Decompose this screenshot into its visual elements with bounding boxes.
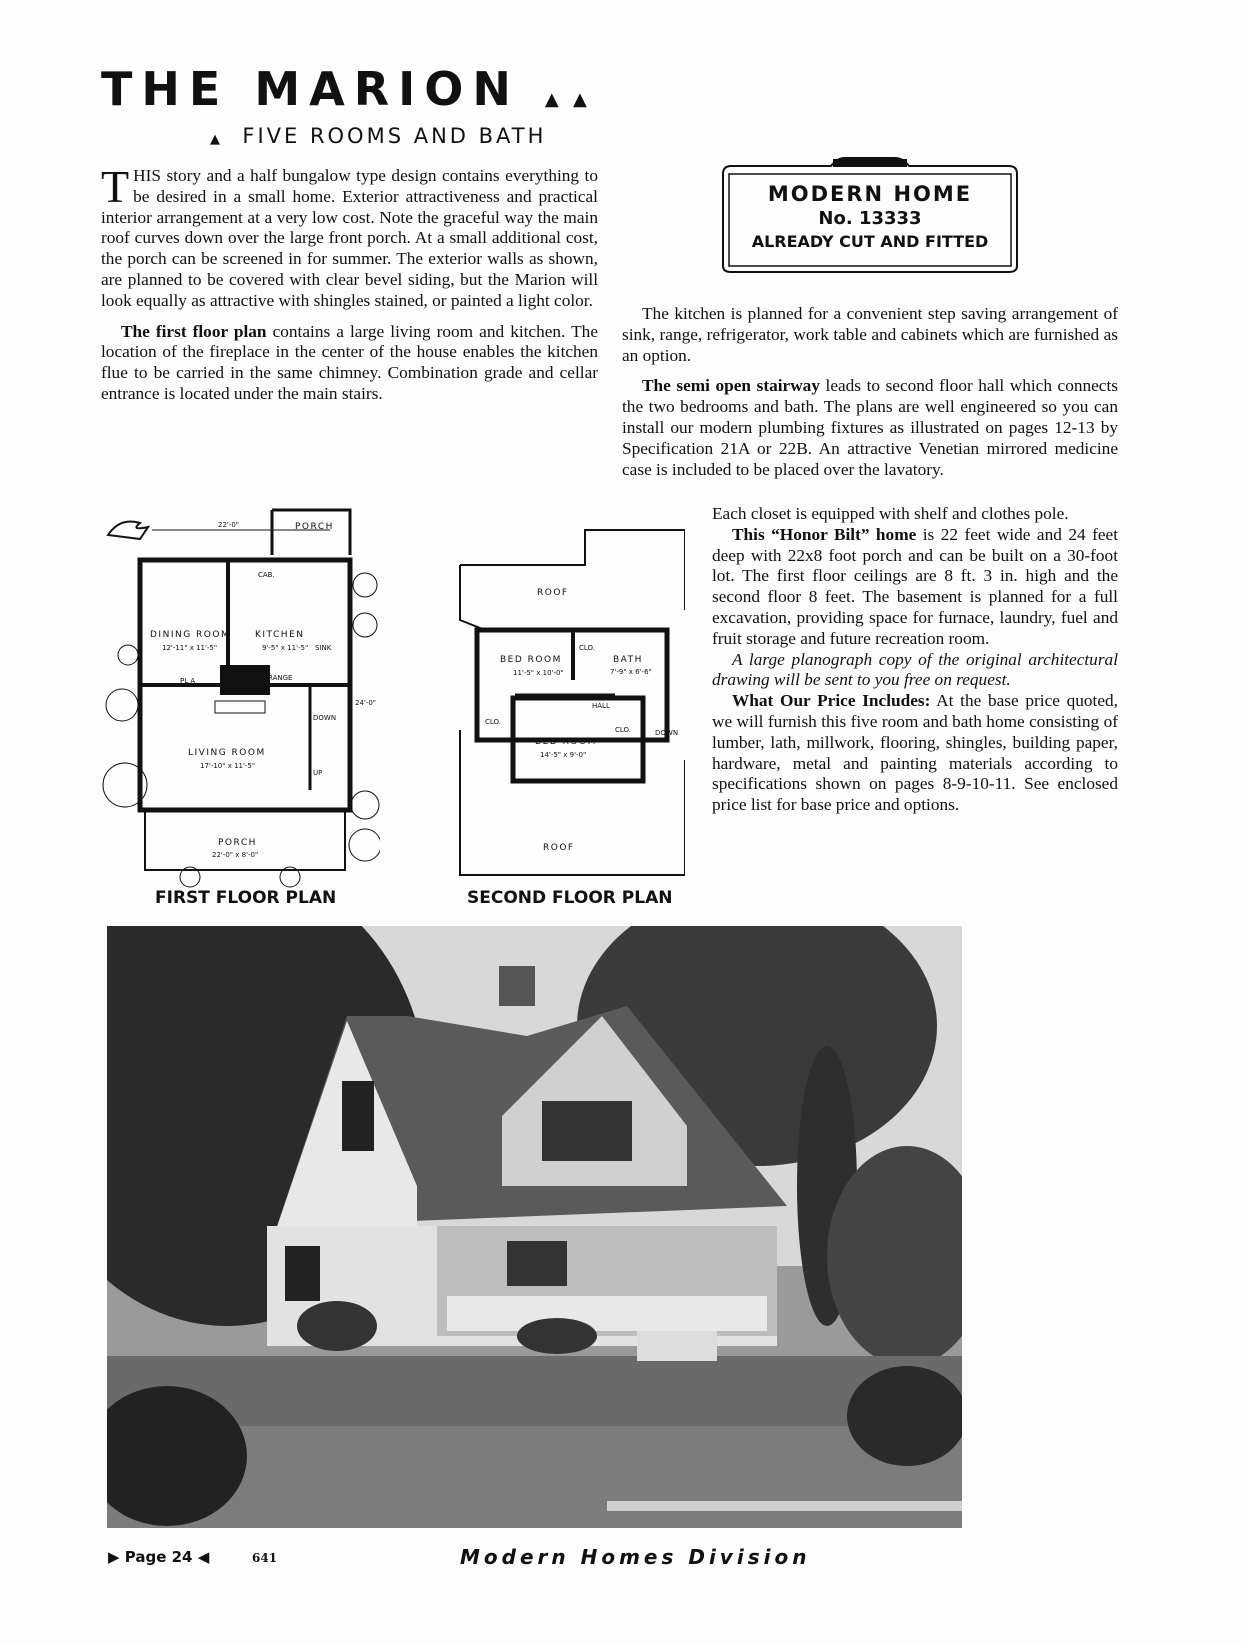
room-label-kitchen: KITCHEN — [255, 630, 305, 640]
label-range: RANGE — [268, 674, 293, 682]
right-column — [622, 304, 1118, 480]
label-down: DOWN — [313, 714, 337, 722]
badge-line3: ALREADY CUT AND FITTED — [751, 232, 989, 251]
room-label-living: LIVING ROOM — [188, 748, 266, 758]
room-size-bedroom-2: 14'-5" x 9'-0" — [540, 751, 587, 759]
room-size-living: 17'-10" x 11'-5" — [200, 762, 256, 770]
label-sink: SINK — [315, 644, 332, 652]
roof-label-bottom: ROOF — [543, 843, 575, 853]
room-size-porch: 22'-0" x 8'-0" — [212, 851, 259, 859]
catalog-number: 641 — [252, 1551, 278, 1565]
intro-text: HIS story and a half bungalow type design contains everything to be desired in a small home. Exterior attractiveness and practical interior arrangement at a very low cost. Note the graceful way the main roof curves down over the large front porch. At a small additional cost, the porch can be screened in for summer. The exterior walls as shown, are planned to be covered with clear bevel siding, but the Marion will look equally as attractive with shingles stained, or painted a light color. — [101, 166, 598, 310]
room-size-kitchen: 9'-5" x 11'-5" — [262, 644, 309, 652]
body: is 22 feet wide and 24 feet deep with 22x8 foot porch and can be built on a 30-foot lot. The first floor ceilings are 8 ft. 3 in. high and the second floor 8 feet. The basement is planned for a full excavation, providing space for furnace, laundry, fuel and fruit storage and future recreation room. — [712, 524, 1118, 648]
room-size-bath: 7'-9" x 6'-6" — [610, 668, 652, 676]
title-triangles: ▲ ▲ — [544, 89, 591, 110]
label-table-space: TABLE SPACE — [231, 671, 264, 677]
house-illustration — [107, 926, 962, 1528]
label-clo-1: CLO. — [579, 644, 595, 652]
room-label-bath: BATH — [613, 655, 643, 665]
north-arrow-icon — [108, 522, 148, 540]
label-clo-2: CLO. — [485, 718, 501, 726]
page-number: ▶ Page 24 ◀ — [108, 1548, 210, 1566]
lead: What Our Price Includes: — [732, 691, 931, 711]
roof-label-top: ROOF — [537, 588, 569, 598]
closet-text: Each closet is equipped with shelf and clothes pole. — [712, 504, 1069, 523]
intro-paragraph — [101, 161, 598, 312]
title-text: THE MARION — [101, 62, 520, 116]
room-label-porch: PORCH — [218, 838, 257, 848]
lead: This “Honor Bilt” home — [732, 524, 917, 544]
label-up: UP — [313, 769, 323, 777]
label-clo-3: CLO. — [615, 726, 631, 734]
right-narrow-column — [712, 504, 1118, 816]
lead: The semi open stairway — [642, 376, 820, 396]
triangle-icon: ▲ — [210, 132, 223, 147]
first-floor-paragraph — [101, 322, 598, 405]
label-down: DOWN — [655, 729, 679, 737]
depth-dimension: 24'-0" — [355, 699, 377, 707]
room-size-dining: 12'-11" x 11'-5" — [162, 644, 218, 652]
body: At the base price quoted, we will furnish this five room and bath home consisting of lumber, lath, millwork, flooring, shingles, building paper, hardware, metal and painting materials according to specifications shown on pages 8-9-10-11. See enclosed price list for base price and options. — [712, 691, 1118, 815]
stair-paragraph — [622, 376, 1118, 480]
room-size-bedroom-1: 11'-5" x 10'-0" — [513, 669, 564, 677]
page-title — [101, 62, 591, 116]
first-floor-plan — [100, 505, 380, 890]
model-badge — [721, 156, 1019, 279]
left-column — [101, 161, 598, 415]
room-label-porch-rear: PORCH — [295, 522, 334, 532]
planograph-paragraph: A large planograph copy of the original architectural drawing will be sent to you free on request. — [712, 649, 1118, 690]
width-dimension: 22'-0" — [218, 521, 240, 529]
first-floor-caption: FIRST FLOOR PLAN — [155, 888, 337, 908]
subtitle — [210, 124, 546, 148]
label-pla: PL A — [180, 677, 196, 685]
room-label-dining: DINING ROOM — [150, 630, 231, 640]
body: leads to second floor hall which connects the two bedrooms and bath. The plans are well engineered so you can install our modern plumbing fixtures as illustrated on pages 12-13 by Specification 21A or 22B. An attractive Venetian mirrored medicine case is included to be placed over the lavatory. — [622, 376, 1118, 479]
second-floor-caption: SECOND FLOOR PLAN — [467, 888, 673, 908]
lead: The first floor plan — [121, 321, 267, 341]
label-cab: CAB. — [258, 571, 275, 579]
room-label-hall: HALL — [592, 702, 610, 710]
price-paragraph — [712, 691, 1118, 816]
badge-line1: MODERN HOME — [767, 182, 973, 206]
kitchen-paragraph: The kitchen is planned for a convenient step saving arrangement of sink, range, refrigerator, work table and cabinets which are furnished as an option. — [622, 304, 1118, 365]
badge-model-number: No. 13333 — [818, 208, 922, 229]
room-label-bedroom-2: BED ROOM — [535, 737, 597, 747]
room-label-bedroom-1: BED ROOM — [500, 655, 562, 665]
body: contains a large living room and kitchen. The location of the fireplace in the center of the house enables the kitchen flue to be carried in the same chimney. Combination grade and cellar entrance is located under the main stairs. — [101, 321, 598, 403]
second-floor-plan — [455, 520, 685, 880]
subtitle-text: FIVE ROOMS AND BATH — [242, 124, 547, 148]
drop-cap: T — [101, 161, 130, 212]
division-name: Modern Homes Division — [460, 1545, 811, 1569]
honor-bilt-paragraph — [712, 525, 1118, 650]
